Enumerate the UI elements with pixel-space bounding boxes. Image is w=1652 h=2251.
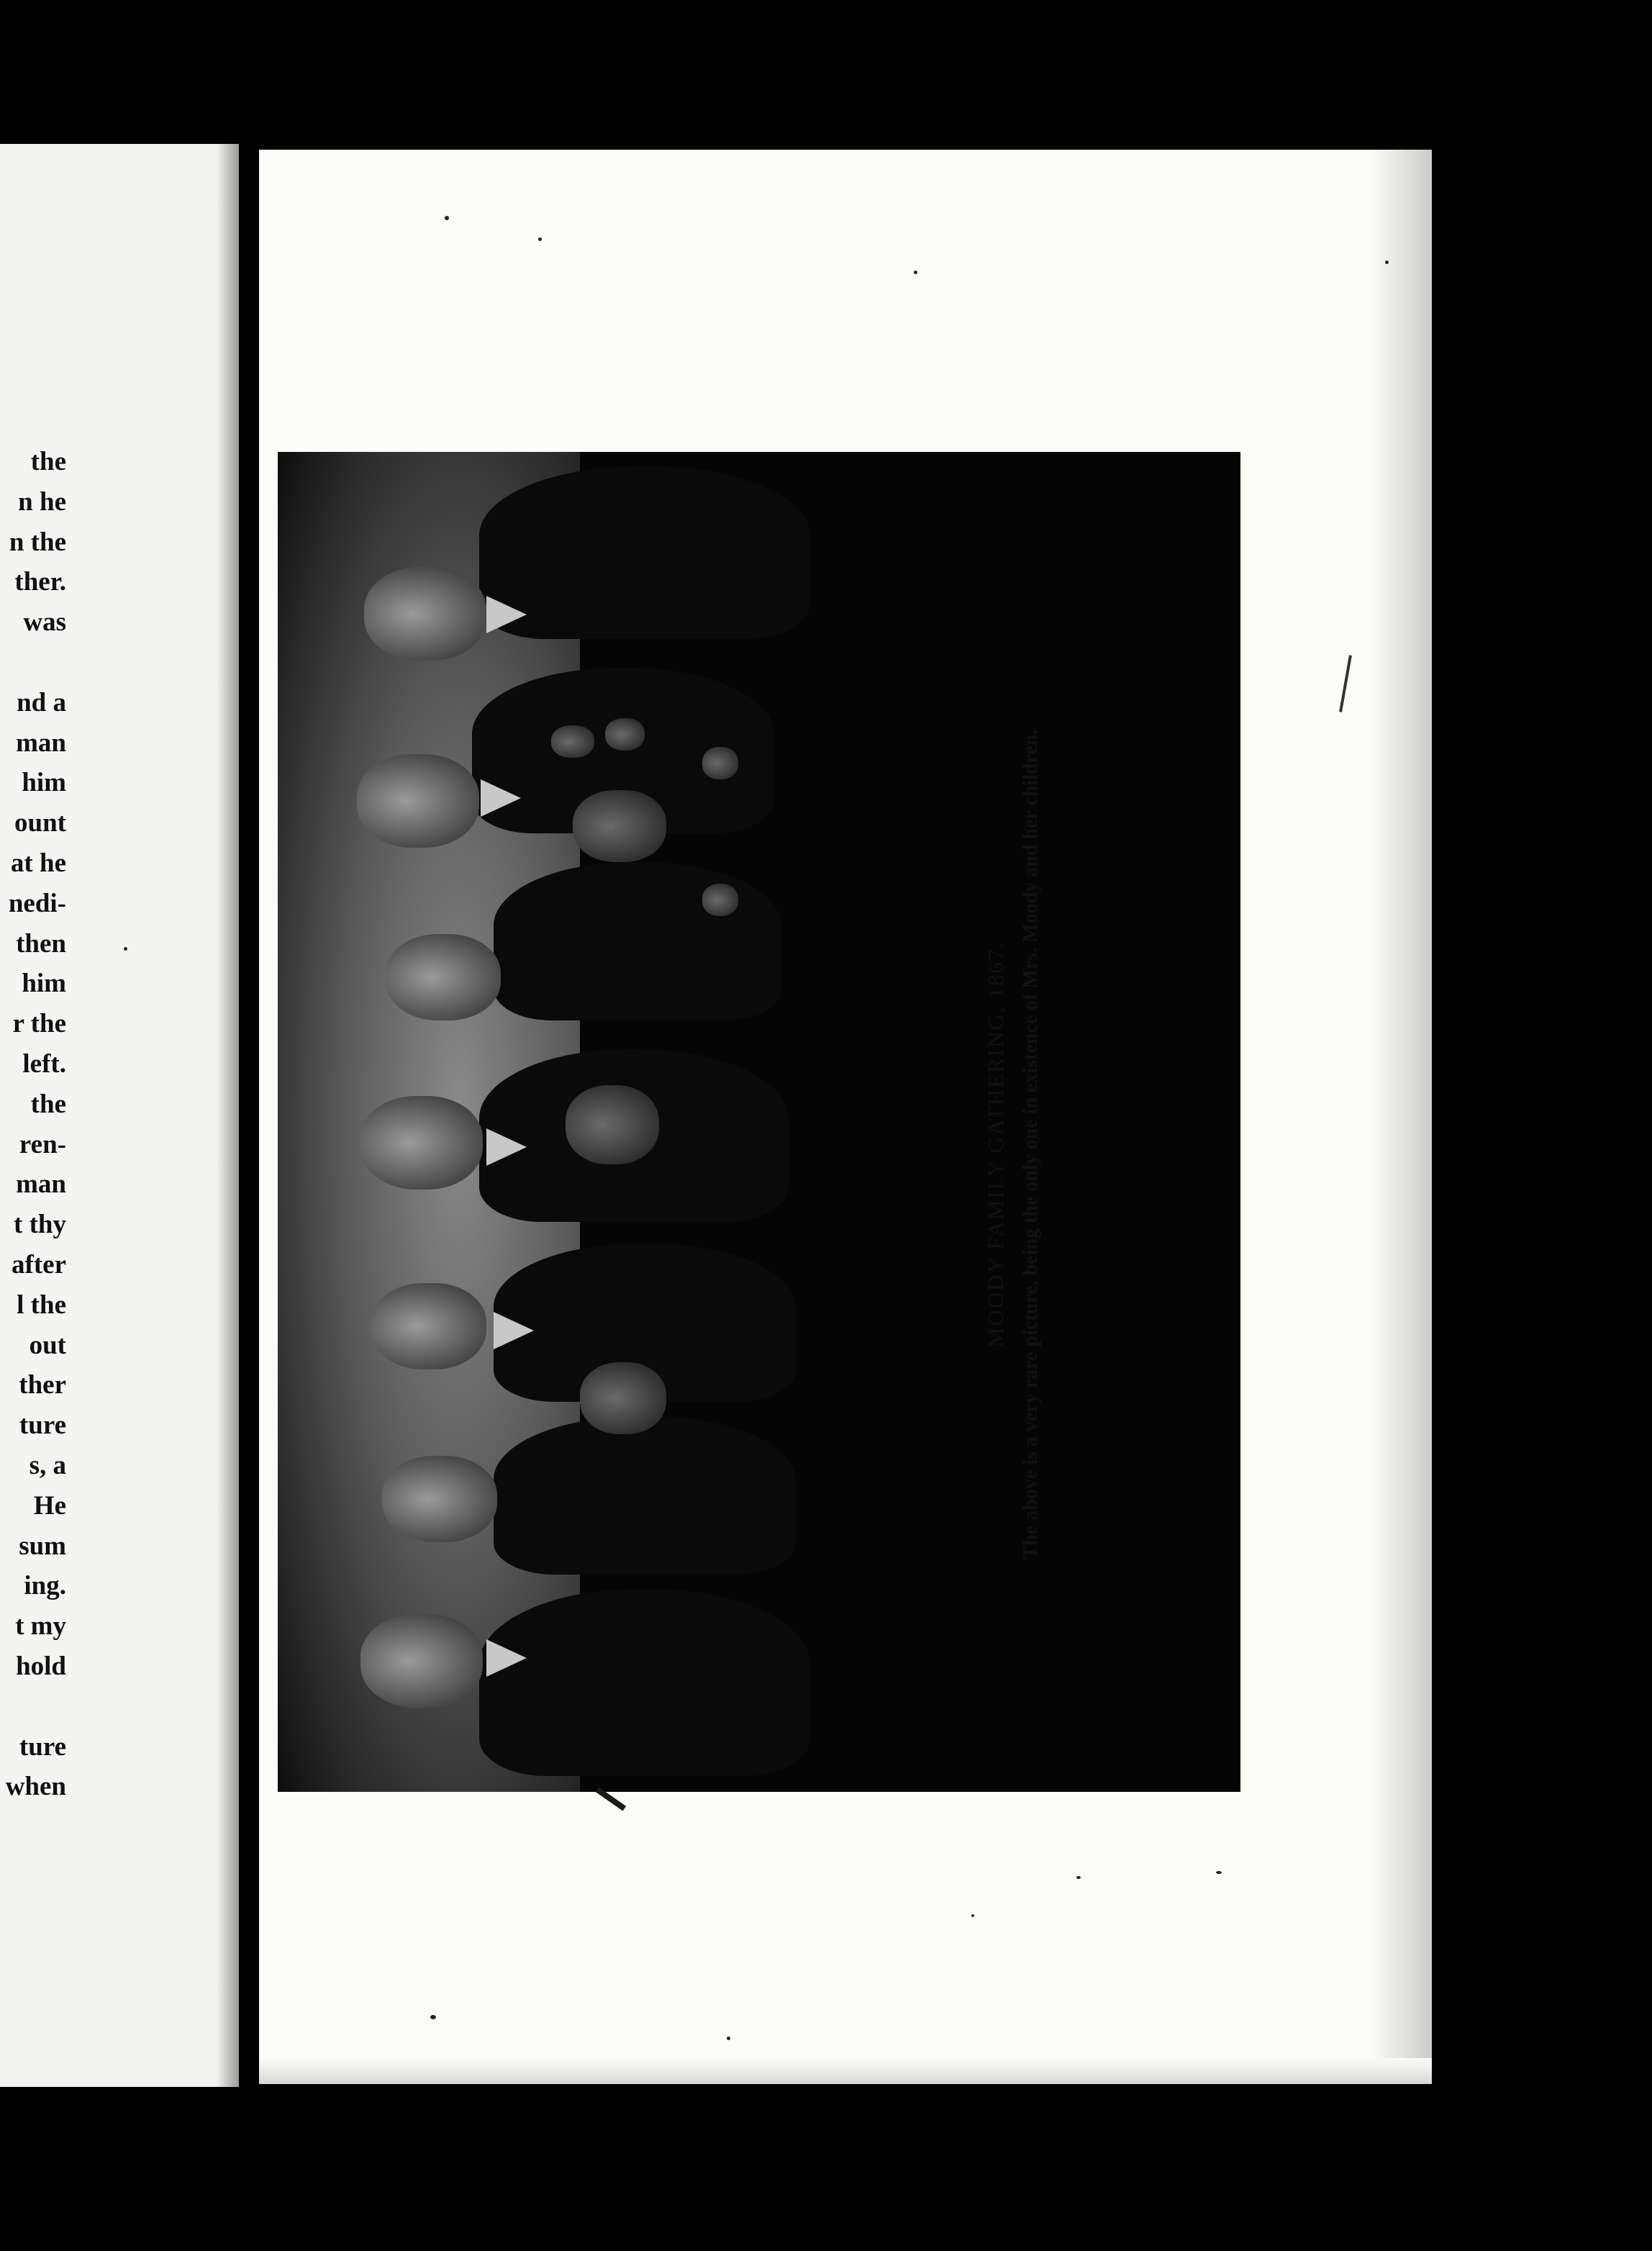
left-page-line: was	[23, 607, 66, 638]
dust-speck	[914, 271, 917, 274]
person-face	[360, 1614, 483, 1708]
shirt-collar	[486, 596, 527, 633]
shirt-collar	[486, 1639, 527, 1677]
left-page-line: ture	[19, 1410, 66, 1441]
left-page-line: l the	[17, 1290, 66, 1320]
person-body	[479, 1589, 810, 1776]
left-page-line: the	[30, 1089, 66, 1119]
left-page-line: sum	[19, 1531, 66, 1561]
left-page-line: left.	[22, 1048, 66, 1079]
left-page-line: him	[22, 969, 66, 999]
person-face	[364, 567, 486, 661]
left-page-line: then	[16, 928, 66, 959]
left-page-text-column	[0, 442, 66, 1807]
person-face	[386, 934, 501, 1020]
left-page-line: man	[16, 728, 66, 758]
left-page-line: He	[33, 1490, 66, 1521]
left-page-line: after	[12, 1249, 66, 1280]
person-body	[494, 862, 781, 1020]
person-hand	[605, 718, 645, 751]
left-page-line: out	[29, 1330, 66, 1360]
person-face	[566, 1085, 659, 1164]
person-hand	[702, 747, 738, 779]
person-face	[580, 1362, 666, 1434]
left-page-line: ing.	[24, 1571, 66, 1601]
person-hand	[702, 884, 738, 916]
person-face	[371, 1283, 486, 1369]
left-page-line: ture	[19, 1731, 66, 1762]
left-page-line: the	[30, 447, 66, 476]
left-page-line: r the	[12, 1009, 66, 1039]
shirt-collar	[481, 779, 521, 817]
right-page-bottom-edge	[259, 2058, 1432, 2084]
left-page-line: nd a	[17, 687, 66, 717]
dust-speck	[1385, 261, 1389, 264]
left-page-line: man	[16, 1169, 66, 1200]
dust-speck	[445, 216, 449, 220]
left-page-line	[0, 1687, 66, 1727]
shirt-collar	[486, 1128, 527, 1166]
shirt-collar	[494, 1312, 534, 1349]
person-body	[494, 1416, 796, 1575]
dust-speck	[124, 947, 127, 951]
family-photograph	[278, 452, 1240, 1792]
left-page-line: hold	[16, 1651, 66, 1681]
left-page-line: him	[22, 768, 66, 798]
dust-speck	[538, 237, 542, 241]
person-hand	[551, 725, 594, 758]
left-page-line: ther	[19, 1370, 66, 1400]
dust-speck	[430, 2015, 436, 2019]
left-page-line: n the	[9, 527, 66, 557]
left-page-line: s, a	[29, 1450, 66, 1480]
left-page-line: t thy	[14, 1210, 66, 1240]
left-page-line: when	[5, 1772, 66, 1802]
left-page-line: n he	[18, 486, 66, 517]
left-page-line: t my	[15, 1611, 66, 1641]
dust-speck	[971, 1914, 974, 1917]
person-face	[357, 754, 479, 848]
dust-speck	[1076, 1876, 1081, 1879]
right-page-edge-shade	[1371, 150, 1432, 2078]
figure-caption-block	[979, 569, 1049, 1720]
left-page-line: ount	[14, 808, 66, 838]
person-face	[573, 790, 666, 862]
left-page-line: nedi-	[8, 888, 66, 918]
figure-caption: The above is a very rare picture, being the only one in existence of Mrs. Moody and her children.	[1020, 729, 1042, 1559]
person-face	[360, 1096, 483, 1190]
dust-speck	[727, 2037, 730, 2040]
dust-speck	[1216, 1871, 1222, 1874]
left-page-line: ren-	[19, 1129, 66, 1159]
person-body	[479, 466, 810, 639]
left-page-line: at he	[10, 848, 66, 878]
person-face	[382, 1456, 497, 1542]
left-page-line: ther.	[14, 567, 66, 597]
figure-title: MOODY FAMILY GATHERING, 1867.	[983, 941, 1008, 1348]
left-page-line	[0, 643, 66, 683]
